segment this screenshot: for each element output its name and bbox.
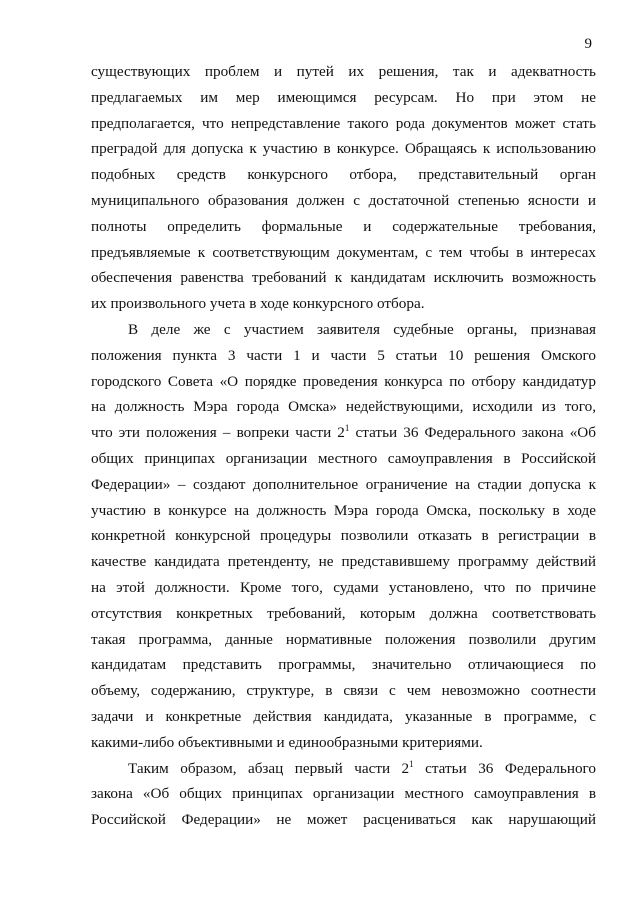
line-text: Российской Федерации» не может расцениваться как нарушающий [91,811,596,829]
text-line [91,549,596,575]
line-text: на этой должности. Кроме того, судами установлено, что по причине [91,578,596,596]
text-line [91,59,596,85]
line-text: такая программа, данные нормативные положения позволили другим [91,630,596,648]
text-line [91,807,596,833]
line-text: на должность Мэра города Омска» недействующими, исходили из того, [91,398,596,416]
line-text: предъявляемые к соответствующим документам, с тем чтобы в интересах [91,243,596,261]
text-line [91,265,596,291]
line-text: участию в конкурсе на должность Мэра города Омска, поскольку в ходе [91,501,596,519]
line-text: Федерации» – создают дополнительное ограничение на стадии допуска к [91,475,596,493]
text-line [91,369,596,395]
page-number: 9 [584,36,592,52]
text-line [91,343,596,369]
line-text: их произвольного учета в ходе конкурсного отбора. [91,295,425,313]
text-line [91,756,596,782]
line-text: полноты определить формальные и содержательные требования, [91,217,596,235]
text-line [91,420,596,446]
line-text: конкретной конкурсной процедуры позволили отказать в регистрации в [91,527,596,545]
text-line [91,730,596,756]
text-line [91,472,596,498]
line-text: существующих проблем и путей их решения, так и адекватность [91,63,596,80]
line-text: какими-либо объективными и единообразными критериями. [91,733,483,751]
text-line [91,317,596,343]
text-line [91,652,596,678]
line-text: преградой для допуска к участию в конкурсе. Обращаясь к использованию [91,140,596,158]
superscript: 1 [409,758,414,769]
text-line [91,446,596,472]
line-text: кандидатам представить программы, значительно отличающиеся по [91,656,596,674]
line-text: Таким образом, абзац первый части 2 [128,759,410,777]
line-text: предлагаемых им мер имеющимся ресурсам. Но при этом не [91,88,596,106]
text-line [91,627,596,653]
line-text: качестве кандидата претенденту, не представившему программу действий [91,553,596,571]
line-text: обеспечения равенства требований к кандидатам исключить возможность [91,269,596,287]
text-line [91,240,596,266]
line-text-continuation: статьи 36 Федерального закона «Об [349,424,596,442]
text-line [91,111,596,137]
text-line [91,498,596,524]
text-line [91,704,596,730]
text-line [91,188,596,214]
text-line [91,162,596,188]
text-line [91,601,596,627]
line-text: муниципального образования должен с достаточной степенью ясности и [91,191,596,209]
line-text: задачи и конкретные действия кандидата, указанные в программе, с [91,707,596,725]
superscript: 1 [344,423,350,434]
text-line [91,85,596,111]
line-text: закона «Об общих принципах организации местного самоуправления в [91,785,596,803]
text-line [91,291,596,317]
text-line [91,136,596,162]
line-text: объему, содержанию, структуре, в связи с чем невозможно соотнести [91,682,596,700]
line-text: общих принципах организации местного самоуправления в Российской [91,449,596,467]
body-text [91,59,596,833]
line-text: отсутствия конкретных требований, которым должна соответствовать [91,604,596,622]
text-line [91,781,596,807]
text-line [91,575,596,601]
text-line [91,394,596,420]
line-text: что эти положения – вопреки части 2 [91,424,345,442]
text-line [91,523,596,549]
line-text: В деле же с участием заявителя судебные органы, признавая [128,320,596,338]
line-text: предполагается, что непредставление такого рода документов может стать [91,114,596,132]
text-line [91,678,596,704]
line-text: положения пункта 3 части 1 и части 5 статьи 10 решения Омского [91,346,596,364]
text-line [91,214,596,240]
line-text-continuation: статьи 36 Федерального [413,759,596,777]
line-text: подобных средств конкурсного отбора, представительный орган [91,166,596,184]
line-text: городского Совета «О порядке проведения конкурса по отбору кандидатур [91,372,596,390]
